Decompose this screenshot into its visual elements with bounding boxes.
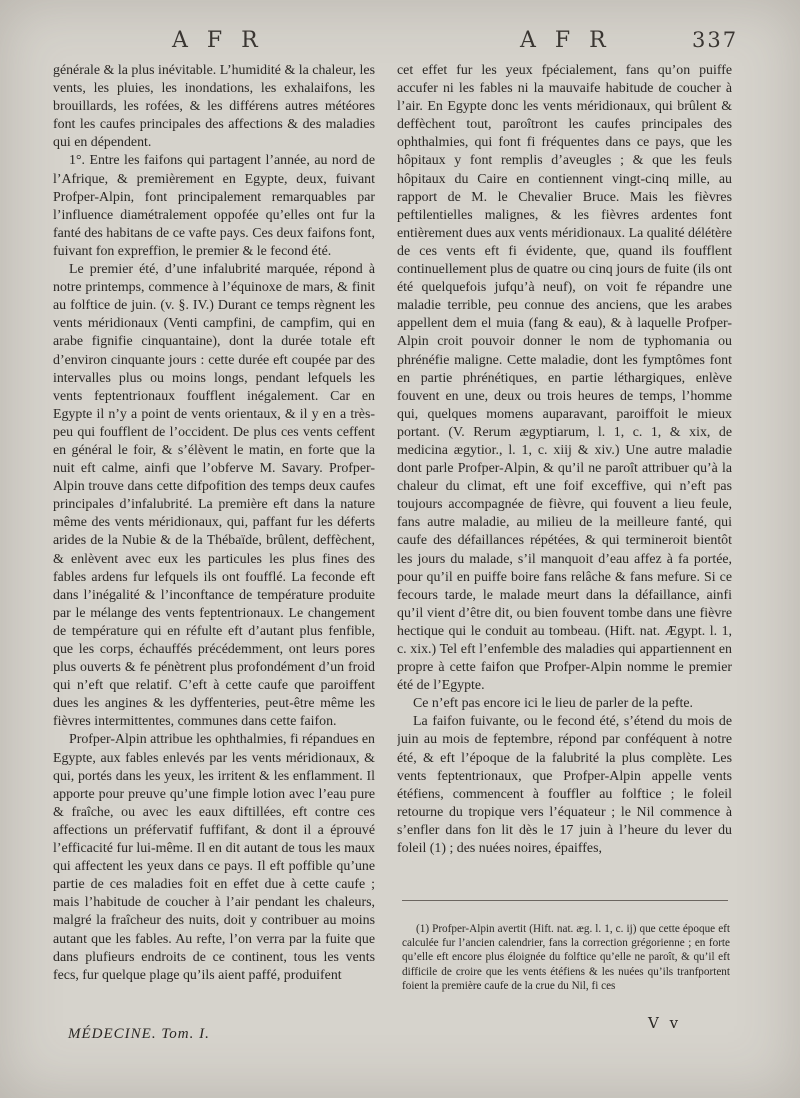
paragraph: La faifon fuivante, ou le fecond été, s’étend du mois de juin au mois de feptembre, répond par conféquent à notre été, & eft l’époque de la falubrité la plus complète. Les vents feptentrionaux, que Profper-Alpin appelle vents étéfiens, commencent à fouffler au folftice ; le foleil retourne du tropique vers l’équateur ; le Nil commence à s’enfler dans fon lit dès le 17 juin à l’heure du lever du foleil (1) ; des nuées noires, épaiffes,: [397, 714, 732, 857]
signature-mark: V v: [648, 1014, 682, 1032]
paragraph: Profper-Alpin attribue les ophthalmies, fi répandues en Egypte, aux fables enlevés par les vents méridionaux, & qui, portés dans les yeux, les irritent & les enflamment. Il apporte pour preuve qu’une fimple lotion avec l’eau pure & fraîche, ou avec les eaux diftillées, eft contre ces affections un préfervatif fuffifant, & dont il a éprouvé l’efficacité fur lui-même. Il en dit autant de tous les maux qui affectent les yeux dans ce pays. Il eft poffible qu’une partie de ces maladies foit en effet due à cette caufe ; mais l’habitude de coucher à l’air pendant les chaleurs, malgré la fraîcheur des nuits, doit y contribuer au moins autant que les fables. Au refte, l’on verra par la fuite que dans plufieurs endroits de ce continent, tous les vents fecs, fur quelque plage qu’ils aient paffé, produifent: [53, 732, 375, 983]
running-head-left: A F R: [172, 28, 264, 53]
left-column: [53, 62, 375, 1047]
running-head-right: A F R: [520, 28, 612, 53]
footnote-divider: [402, 900, 728, 901]
footer-volume-line: MÉDECINE. Tom. I.: [68, 1026, 210, 1042]
right-column: [397, 62, 732, 900]
footnote: [402, 922, 730, 1014]
paragraph: cet effet fur les yeux fpécialement, fans qu’on puiffe accufer ni les fables ni la mauvaife habitude de coucher à l’air. En Egypte donc les vents méridionaux, qui brûlent & deffèchent tout, paroîtront les caufes principales des ophthalmies, qui font fi fréquentes dans ce pays, que les hôpitaux y font remplis d’aveugles ; & que les feuls hôpitaux du Caire en contiennent vingt-cinq mille, au rapport de M. le Chevalier Bruce. Mais les fièvres peftilentielles malignes, & les fièvres ardentes font entièrement dues aux vents méridionaux. La qualité délétère de ces vents eft fi évidente, que, quand ils foufflent continuellement plus de quatre ou cinq jours de fuite (ils ont été quelquefois jufqu’à neuf), on voit fe répandre une maladie terrible, peu connue des anciens, que les arabes appellent dem el muia (fang & eau), & à laquelle Profper-Alpin croit pouvoir donner le nom de typhomania ou phrénéfie maligne. Cette maladie, dont les fymptômes font en partie phrénétiques, en partie léthargiques, enlève fouvent en une, deux ou trois heures de temps, l’homme qui, quelques momens auparavant, paroiffoit le mieux portant. (V. Rerum ægyptiarum, l. 1, c. 1, & xix, de medicina ægytior., l. 1, c. xiij & xiv.) Une autre maladie dont parle Profper-Alpin, & qu’il ne paroît attribuer qu’à la chaleur du climat, eft une foif exceffive, qui n’eft pas toujours accompagnée de fièvre, qui fouvent a lieu feule, fans autre maladie, au milieu de la meilleure fanté, qui caufe des défaillances répétées, & qui termineroit bientôt les jours du malade, s’il manquoit d’eau affez à fa portée, pour qu’il en puiffe boire fans relâche & fans mefure. Si ce fecours tarde, le malade meurt dans la défaillance, ainfi qu’il vient d’être dit, ou bien fouvent tombe dans une fièvre hectique qui le conduit au tombeau. (Hift. nat. Ægypt. l. 1, c. xix.) Tel eft l’enfemble des maladies qui appartiennent en propre à cette faifon que Profper-Alpin nomme le premier été de l’Egypte.: [397, 63, 732, 694]
running-header: [0, 28, 800, 64]
paragraph: 1°. Entre les faifons qui partagent l’année, au nord de l’Afrique, & premièrement en Egypte, deux, fuivant Profper-Alpin, font principalement remarquables par l’influence diamétralement oppofée qu’elles ont fur la fanté des habitans de ce vafte pays. Ces deux faifons font, fuivant fon expreffion, le premier & le fecond été.: [53, 153, 375, 259]
paragraph: Ce n’eft pas encore ici le lieu de parler de la pefte.: [413, 696, 693, 712]
paragraph: générale & la plus inévitable. L’humidité & la chaleur, les vents, les pluies, les inondations, les exhalaifons, les brouillards, les rofées, & les différens autres météores font les caufes principales des affections & des maladies qui en dépendent.: [53, 63, 375, 151]
paragraph: Le premier été, d’une infalubrité marquée, répond à notre printemps, commence à l’équinoxe de mars, & finit au folftice de juin. (v. §. IV.) Durant ce temps règnent les vents méridionaux (Venti campfini, de campfim, qui en arabe fignifie cinquantaine), dont la durée totale eft d’environ cinquante jours : cette durée eft coupée par des intervalles plus ou moins longs, pendant lefquels les vents feptentrionaux foufflent inégalement. Car en Egypte il n’y a point de vents orientaux, & il y en a très-peu qui foufflent de l’occident. De plus ces vents ceffent en général le foir, & s’élèvent le matin, en forte que la nuit eft calme, ainfi que l’obferve M. Savary. Profper-Alpin trouve dans cette difpofition des temps deux caufes principales d’infalubrité. La première eft dans la nature même des vents méridionaux, qui, paffant fur les déferts arides de la Nubie & de la Thébaïde, brûlent, deffèchent, & enlèvent avec eux les particules les plus fines des fables ardens fur lefquels ils ont foufflé. La feconde eft dans l’inégalité & l’inconftance de température produite par le mélange des vents feptentrionaux. Le changement de température qui en réfulte eft d’autant plus fenfible, que les corps, échauffés précédemment, ont leurs pores plus ouverts & fe pénètrent plus profondément d’un froid qui n’eft que relatif. C’eft à cette caufe que paroiffent dues les angines & les dyffenteries, peut-être même les fièvres intermittentes, communes dans cette faifon.: [53, 262, 375, 730]
footnote-text: (1) Profper-Alpin avertit (Hift. nat. æg. l. 1, c. ij) que cette époque eft calculée fur l’ancien calendrier, fans la correction grégorienne ; en forte qu’elle eft encore plus éloignée du folftice qu’elle ne paroît, & qu’il eft difficile de croire que les vents étéfiens & les nuées qu’ils tranfportent foient la première caufe de la crue du Nil, fi ces: [402, 923, 730, 992]
page-number: 337: [692, 28, 739, 52]
